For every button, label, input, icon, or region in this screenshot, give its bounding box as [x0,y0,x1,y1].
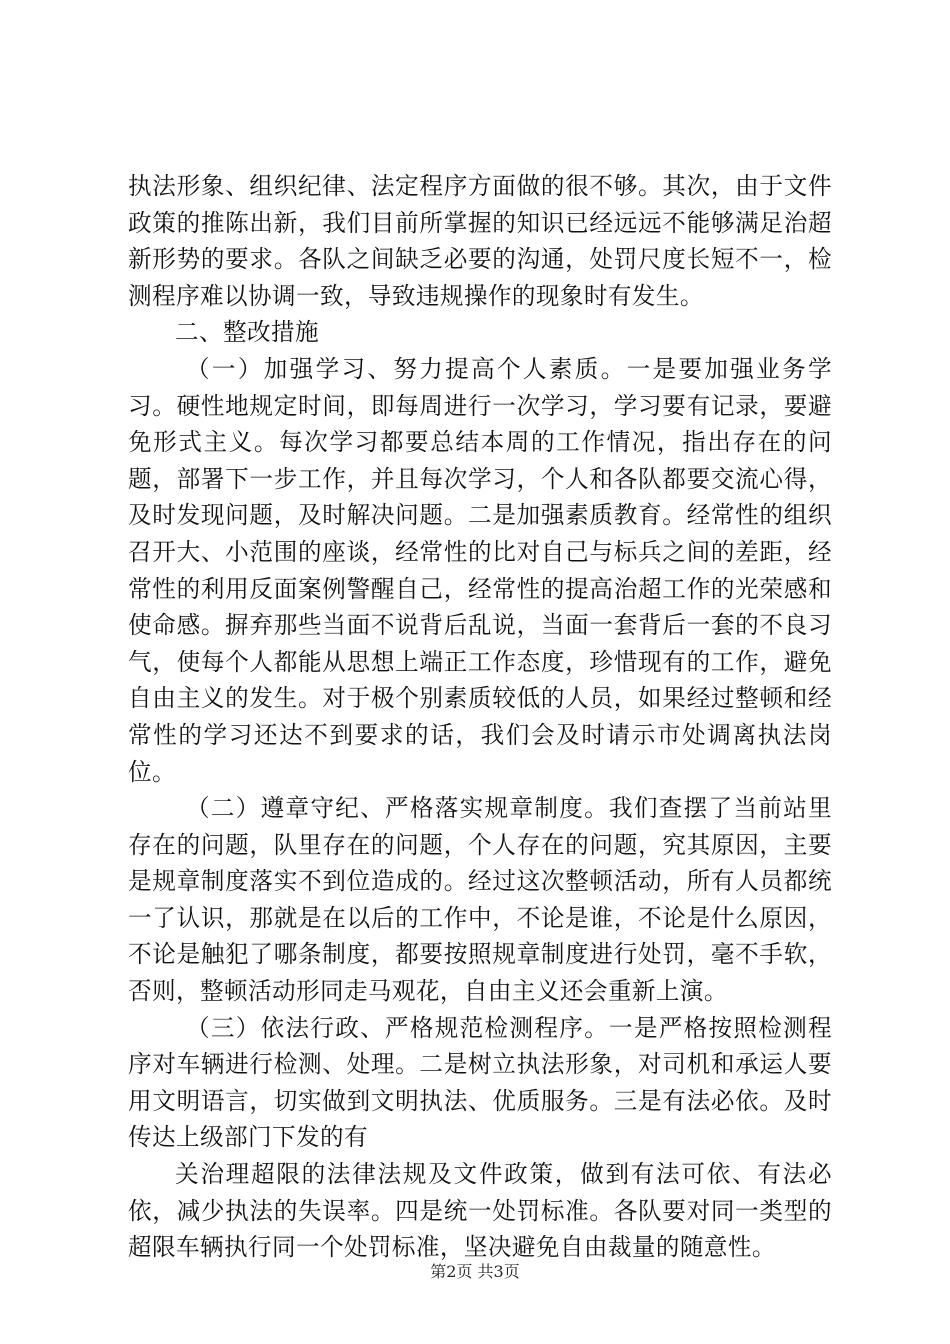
document-body [128,168,832,1266]
paragraph-measure-2: （二）遵章守纪、严格落实规章制度。我们查摆了当前站里存在的问题，队里存在的问题，个人存在的问题，究其原因，主要是规章制度落实不到位造成的。经过这次整顿活动，所有人员都统一了认识，那就是在以后的工作中，不论是谁，不论是什么原因，不论是触犯了哪条制度，都要按照规章制度进行处罚，毫不手软，否则，整顿活动形同走马观花，自由主义还会重新上演。 [128,794,832,1006]
paragraph-problems-continued: 执法形象、组织纪律、法定程序方面做的很不够。其次，由于文件政策的推陈出新，我们目前所掌握的知识已经远远不能够满足治超新形势的要求。各队之间缺乏必要的沟通，处罚尺度长短不一，检测程序难以协调一致，导致违规操作的现象时有发生。 [128,172,832,310]
page-number-label: 第2页 共3页 [430,1262,520,1281]
paragraph-measure-3-continued: 关治理超限的法律法规及文件政策，做到有法可依、有法必依，减少执法的失误率。四是统一处罚标准。各队要对同一类型的超限车辆执行同一个处罚标准，坚决避免自由裁量的随意性。 [128,1160,832,1262]
section-heading-rectification: 二、整改措施 [175,318,319,347]
paragraph-measure-3: （三）依法行政、严格规范检测程序。一是严格按照检测程序对车辆进行检测、处理。二是树立执法形象，对司机和承运人要用文明语言，切实做到文明执法、优质服务。三是有法必依。及时传达上级部门下发的有 [128,1013,832,1152]
page-footer [0,1262,950,1282]
paragraph-measure-1: （一）加强学习、努力提高个人素质。一是要加强业务学习。硬性地规定时间，即每周进行一次学习，学习要有记录，要避免形式主义。每次学习都要总结本周的工作情况，指出存在的问题，部署下一步工作，并且每次学习，个人和各队都要交流心得，及时发现问题，及时解决问题。二是加强素质教育。经常性的组织召开大、小范围的座谈，经常性的比对自己与标兵之间的差距，经常性的利用反面案例警醒自己，经常性的提高治超工作的光荣感和使命感。摒弃那些当面不说背后乱说，当面一套背后一套的不良习气，使每个人都能从思想上端正工作态度，珍惜现有的工作，避免自由主义的发生。对于极个别素质较低的人员，如果经过整顿和经常性的学习还达不到要求的话，我们会及时请示市处调离执法岗位。 [128,354,832,786]
